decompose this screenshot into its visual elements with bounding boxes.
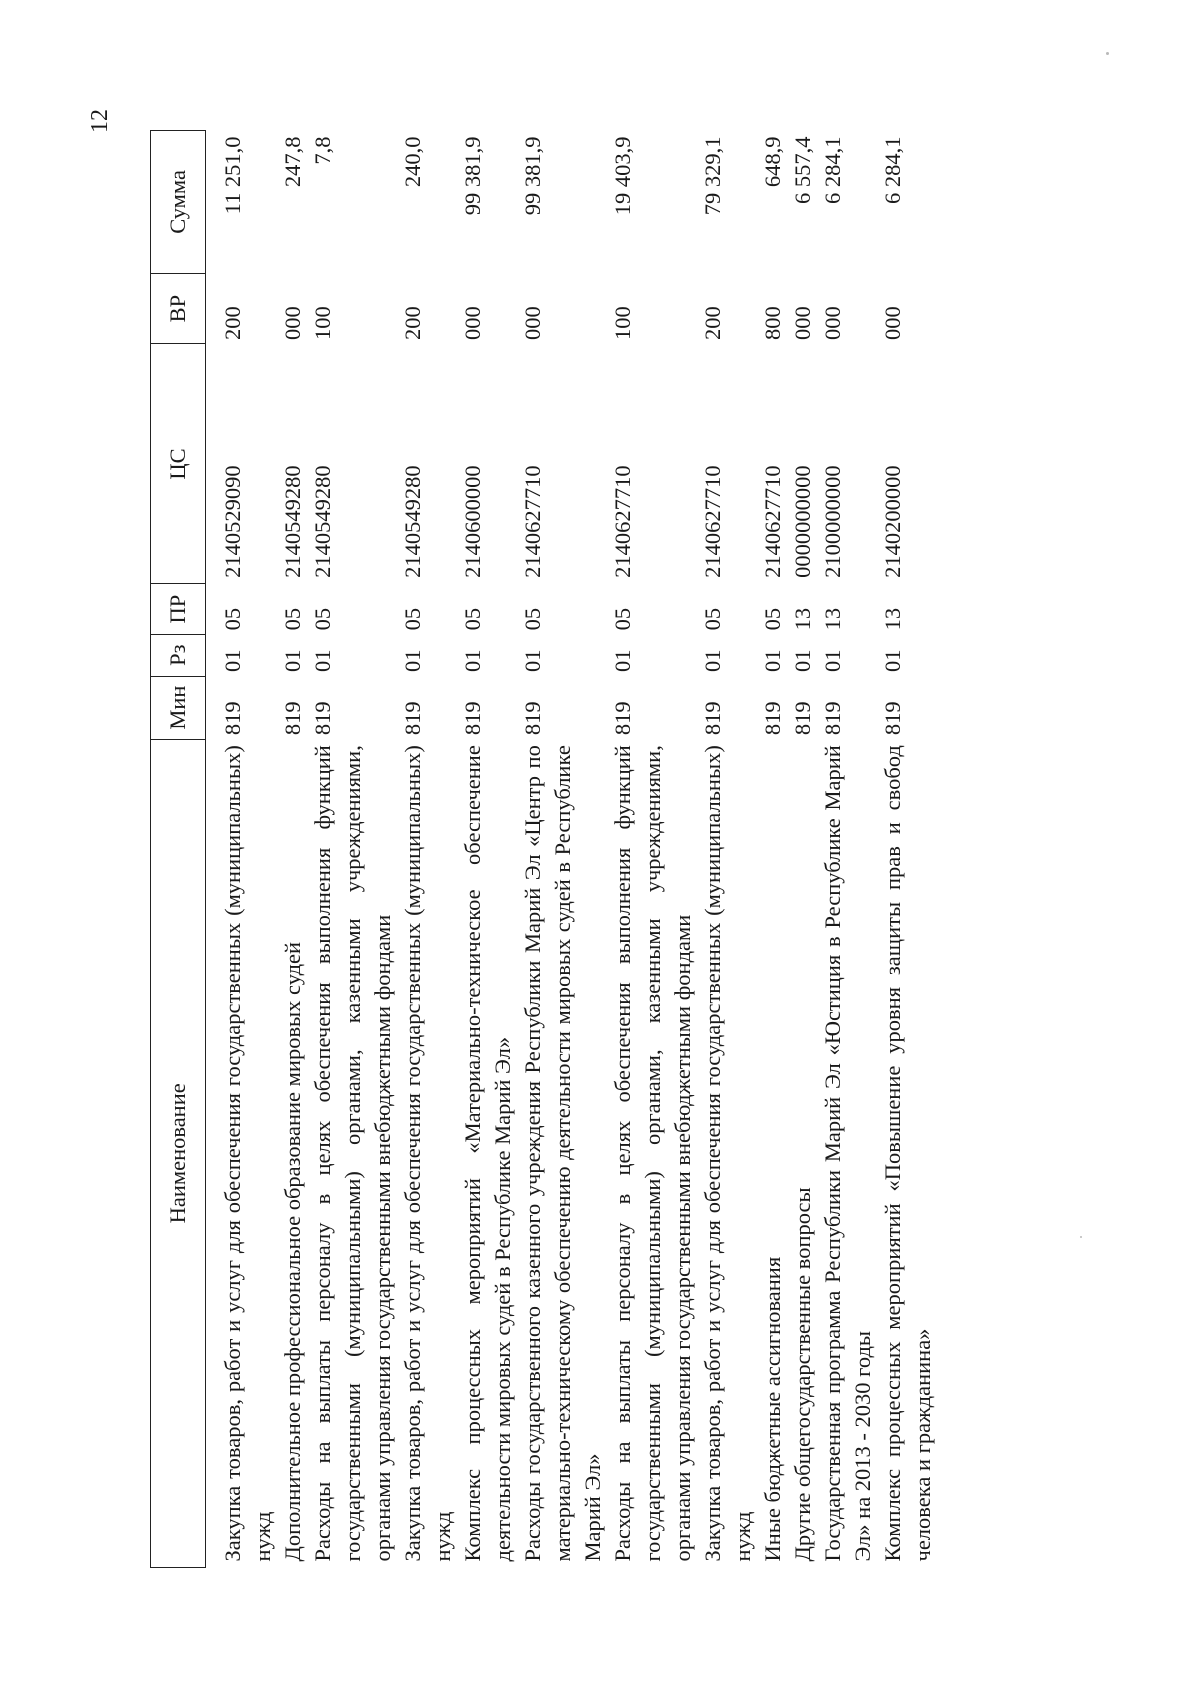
cell-cs: 2140549280 [400, 465, 425, 578]
cell-vr: 200 [700, 306, 725, 340]
table-row [788, 131, 818, 1568]
table-row [878, 131, 938, 1568]
table-row [608, 131, 698, 1568]
cell-name: Расходы на выплаты персоналу в целях обеспечения выполнения функций государственными (муниципальными) органами, казенными учреждениями, органами управления государственными внебюджетными фондами [310, 745, 395, 1562]
cell-min: 819 [310, 701, 335, 736]
cell-rz: 01 [760, 649, 785, 673]
cell-pr: 05 [280, 607, 305, 631]
cell-vr: 100 [310, 306, 335, 340]
cell-vr: 200 [400, 306, 425, 340]
cell-pr: 05 [400, 607, 425, 631]
scan-artifact [1106, 52, 1109, 55]
cell-sum: 99 381,9 [460, 136, 485, 216]
cell-cs: 2140529090 [220, 465, 245, 578]
cell-sum: 11 251,0 [220, 136, 245, 215]
cell-rz: 01 [460, 649, 485, 673]
cell-rz: 01 [280, 649, 305, 673]
cell-pr: 05 [220, 607, 245, 631]
table-header-row [151, 131, 206, 1568]
cell-name: Комплекс процессных мероприятий «Материально-техническое обеспечение деятельности мировых судей в Республике Марий Эл» [460, 745, 515, 1562]
cell-pr: 05 [460, 607, 485, 631]
cell-name: Другие общегосударственные вопросы [790, 1187, 815, 1562]
cell-sum: 6 284,1 [880, 136, 905, 204]
cell-name: Закупка товаров, работ и услуг для обеспечения государственных (муниципальных) нужд [400, 745, 455, 1562]
header-cs: ЦС [151, 344, 206, 584]
cell-min: 819 [220, 701, 245, 736]
cell-min: 819 [400, 701, 425, 736]
cell-name: Дополнительное профессиональное образование мировых судей [280, 941, 305, 1562]
cell-pr: 05 [520, 607, 545, 631]
cell-name: Расходы на выплаты персоналу в целях обеспечения выполнения функций государственными (муниципальными) органами, казенными учреждениями, органами управления государственными внебюджетными фондами [610, 745, 695, 1562]
cell-vr: 800 [760, 306, 785, 340]
cell-pr: 05 [700, 607, 725, 631]
cell-min: 819 [820, 701, 845, 736]
cell-cs: 2140600000 [460, 465, 485, 578]
cell-vr: 000 [460, 306, 485, 340]
cell-sum: 648,9 [760, 136, 785, 188]
budget-table [150, 130, 938, 1568]
cell-rz: 01 [790, 649, 815, 673]
cell-vr: 200 [220, 306, 245, 340]
rotated-budget-table-sheet [150, 130, 950, 1568]
cell-min: 819 [790, 701, 815, 736]
cell-sum: 6 284,1 [820, 136, 845, 204]
header-name: Наименование [151, 739, 206, 1567]
header-sum: Сумма [151, 131, 206, 274]
cell-vr: 000 [790, 306, 815, 340]
page-number: 12 [87, 109, 113, 133]
cell-name: Комплекс процессных мероприятий «Повышение уровня защиты прав и свобод человека и гражданина» [880, 745, 935, 1562]
cell-vr: 000 [820, 306, 845, 340]
cell-cs: 2100000000 [820, 465, 845, 578]
cell-min: 819 [700, 701, 725, 736]
cell-sum: 79 329,1 [700, 136, 725, 216]
cell-name: Государственная программа Республики Марий Эл «Юстиция в Республике Марий Эл» на 2013 - 2030 годы [820, 745, 875, 1562]
cell-name: Закупка товаров, работ и услуг для обеспечения государственных (муниципальных) нужд [220, 745, 275, 1562]
cell-pr: 13 [880, 607, 905, 631]
header-vr: ВР [151, 273, 206, 344]
cell-min: 819 [610, 701, 635, 736]
table-row [398, 131, 458, 1568]
cell-min: 819 [460, 701, 485, 736]
cell-vr: 000 [520, 306, 545, 340]
table-row [518, 131, 608, 1568]
cell-sum: 240,0 [400, 136, 425, 188]
cell-cs: 2140627710 [760, 465, 785, 578]
cell-rz: 01 [700, 649, 725, 673]
cell-sum: 99 381,9 [520, 136, 545, 216]
header-min: Мин [151, 676, 206, 739]
cell-min: 819 [760, 701, 785, 736]
cell-rz: 01 [820, 649, 845, 673]
table-body [206, 131, 939, 1568]
cell-name: Расходы государственного казенного учреждения Республики Марий Эл «Центр по материально-техническому обеспечению деятельности мировых судей в Республике Марий Эл» [520, 745, 605, 1562]
cell-vr: 000 [880, 306, 905, 340]
cell-rz: 01 [400, 649, 425, 673]
cell-min: 819 [280, 701, 305, 736]
cell-pr: 05 [760, 607, 785, 631]
cell-rz: 01 [220, 649, 245, 673]
cell-pr: 13 [790, 607, 815, 631]
cell-sum: 7,8 [310, 136, 335, 165]
cell-cs: 2140627710 [520, 465, 545, 578]
cell-vr: 100 [610, 306, 635, 340]
header-pr: ПР [151, 584, 206, 635]
cell-sum: 6 557,4 [790, 136, 815, 204]
cell-vr: 000 [280, 306, 305, 340]
cell-cs: 2140549280 [280, 465, 305, 578]
table-row [308, 131, 398, 1568]
cell-min: 819 [880, 701, 905, 736]
cell-min: 819 [520, 701, 545, 736]
cell-name: Закупка товаров, работ и услуг для обеспечения государственных (муниципальных) нужд [700, 745, 755, 1562]
header-rz: Рз [151, 634, 206, 676]
table-row [458, 131, 518, 1568]
cell-pr: 05 [610, 607, 635, 631]
cell-rz: 01 [520, 649, 545, 673]
cell-cs: 2140627710 [610, 465, 635, 578]
cell-sum: 19 403,9 [610, 136, 635, 216]
scan-artifact [1080, 1236, 1082, 1238]
cell-pr: 05 [310, 607, 335, 631]
cell-name: Иные бюджетные ассигнования [760, 1256, 785, 1562]
table-row [698, 131, 758, 1568]
table-row [278, 131, 308, 1568]
cell-cs: 2140549280 [310, 465, 335, 578]
cell-cs: 2140200000 [880, 465, 905, 578]
cell-rz: 01 [610, 649, 635, 673]
table-row [206, 131, 279, 1568]
cell-sum: 247,8 [280, 136, 305, 188]
cell-pr: 13 [820, 607, 845, 631]
table-row [758, 131, 788, 1568]
table-row [818, 131, 878, 1568]
cell-rz: 01 [880, 649, 905, 673]
cell-cs: 2140627710 [700, 465, 725, 578]
cell-rz: 01 [310, 649, 335, 673]
cell-cs: 0000000000 [790, 465, 815, 578]
